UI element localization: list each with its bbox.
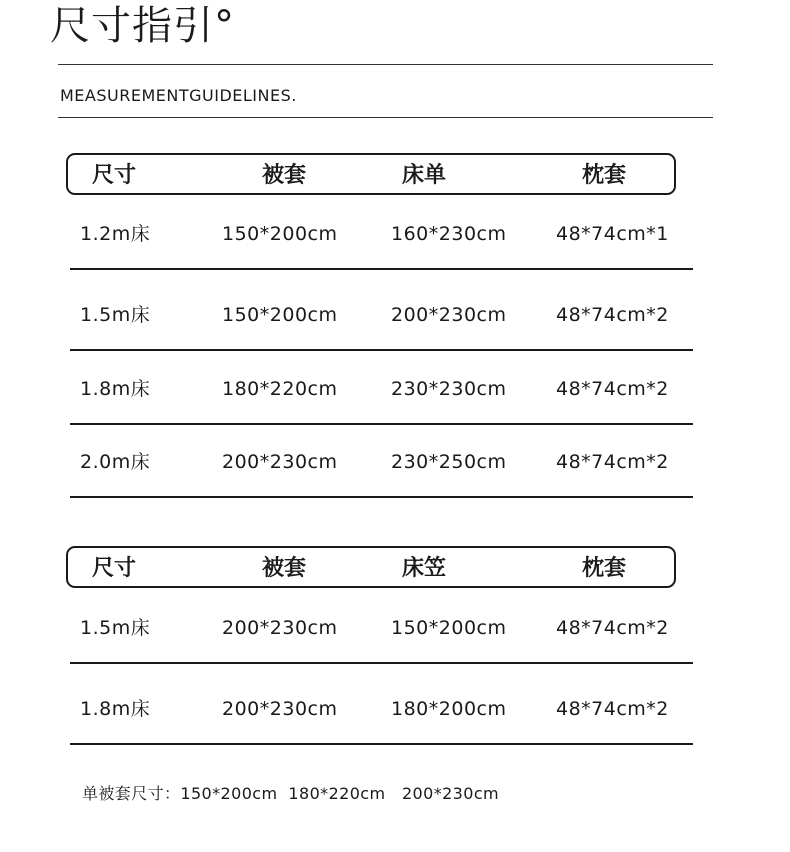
- table1-row: [70, 281, 693, 351]
- size-cell: 1.8m床: [80, 698, 151, 720]
- size-cell: 1.2m床: [80, 223, 151, 245]
- size-cell: 1.5m床: [80, 304, 151, 326]
- pillowcase-cell: 48*74cm*2: [556, 617, 669, 639]
- duvet-cell: 200*230cm: [222, 698, 338, 720]
- table1-row: [70, 355, 693, 425]
- table1-header-size: 尺寸: [92, 163, 137, 188]
- duvet-cell: 150*200cm: [222, 223, 338, 245]
- pillowcase-cell: 48*74cm*2: [556, 451, 669, 473]
- size-cell: 2.0m床: [80, 451, 151, 473]
- row-divider: [70, 268, 693, 270]
- sheet-cell: 230*250cm: [391, 451, 507, 473]
- fitted-sheet-cell: 180*200cm: [391, 698, 507, 720]
- sheet-cell: 200*230cm: [391, 304, 507, 326]
- table1-row: [70, 200, 693, 270]
- table1-row: [70, 428, 693, 498]
- table2-header: [66, 546, 676, 588]
- duvet-cell: 200*230cm: [222, 617, 338, 639]
- row-divider: [70, 349, 693, 351]
- fitted-sheet-cell: 150*200cm: [391, 617, 507, 639]
- pillowcase-cell: 48*74cm*2: [556, 378, 669, 400]
- duvet-cell: 150*200cm: [222, 304, 338, 326]
- sheet-cell: 160*230cm: [391, 223, 507, 245]
- row-divider: [70, 496, 693, 498]
- duvet-cell: 200*230cm: [222, 451, 338, 473]
- page-subtitle: MEASUREMENTGUIDELINES.: [60, 86, 297, 105]
- sheet-cell: 230*230cm: [391, 378, 507, 400]
- row-divider: [70, 743, 693, 745]
- page-title: 尺寸指引°: [50, 3, 235, 49]
- table2-row: [70, 594, 693, 664]
- table1-header-duvet: 被套: [262, 163, 307, 188]
- single-duvet-note: 单被套尺寸：150*200cm 180*220cm 200*230cm: [82, 784, 500, 803]
- row-divider: [70, 662, 693, 664]
- divider-bottom: [58, 117, 713, 118]
- size-cell: 1.5m床: [80, 617, 151, 639]
- pillowcase-cell: 48*74cm*2: [556, 304, 669, 326]
- table2-header-duvet: 被套: [262, 556, 307, 581]
- row-divider: [70, 423, 693, 425]
- pillowcase-cell: 48*74cm*1: [556, 223, 669, 245]
- size-cell: 1.8m床: [80, 378, 151, 400]
- pillowcase-cell: 48*74cm*2: [556, 698, 669, 720]
- table1-header-sheet: 床单: [402, 163, 447, 188]
- table2-header-pillowcase: 枕套: [582, 556, 627, 581]
- table1-header-pillowcase: 枕套: [582, 163, 627, 188]
- table1-header: [66, 153, 676, 195]
- duvet-cell: 180*220cm: [222, 378, 338, 400]
- table2-row: [70, 675, 693, 745]
- table2-header-fitted-sheet: 床笠: [402, 556, 447, 581]
- table2-header-size: 尺寸: [92, 556, 137, 581]
- divider-top: [58, 64, 713, 65]
